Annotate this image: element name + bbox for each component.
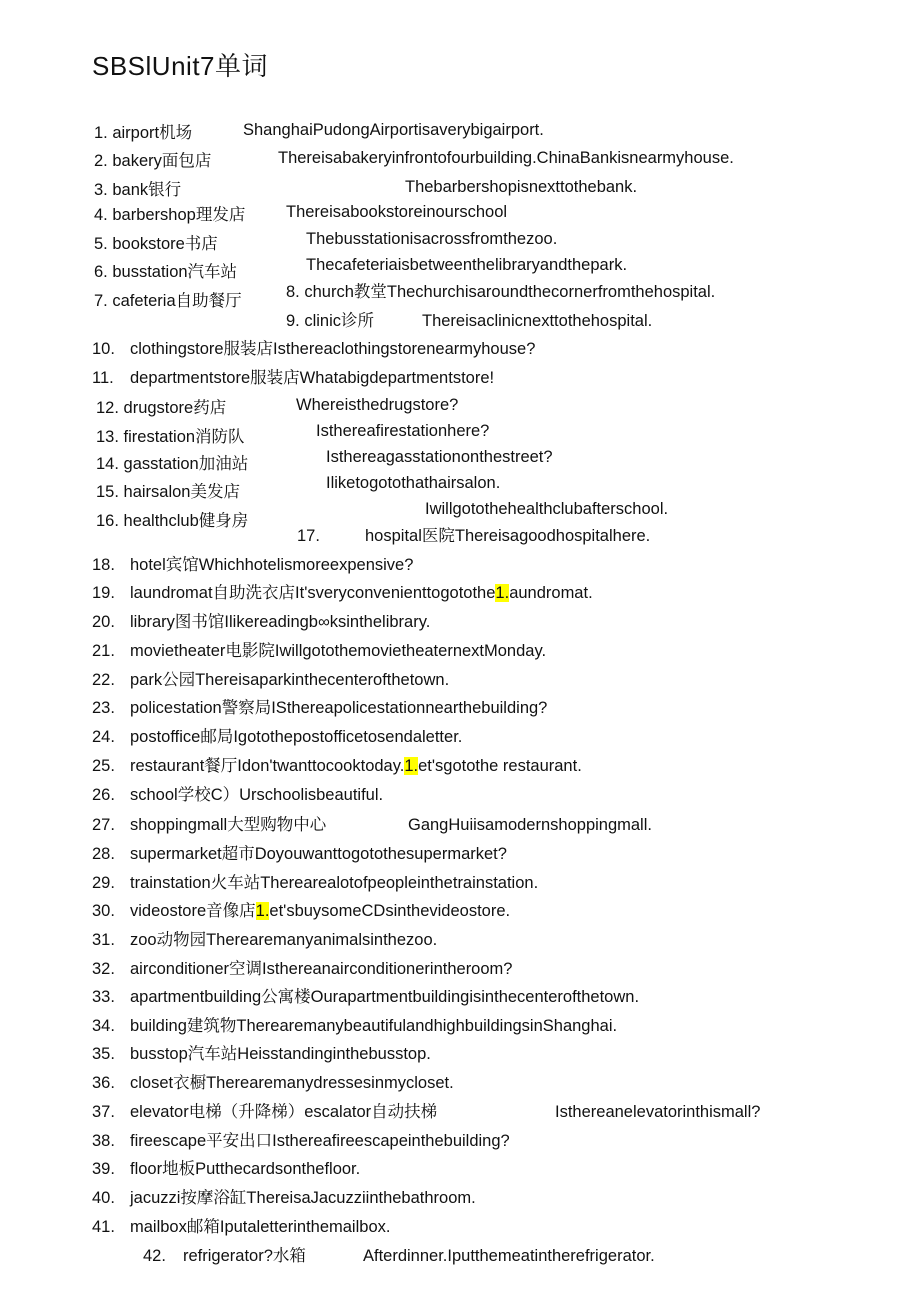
item-number-20: 20. [92,613,115,631]
example-sentence-37: Isthereanelevatorinthismall? [555,1103,761,1121]
item-number-27: 27. [92,816,115,834]
vocab-entry-41: mailbox邮箱Iputaletterinthemailbox. [130,1218,391,1236]
example-sentence-6: Thecafeteriaisbetweenthelibraryandthepark. [306,256,628,274]
item-number-36: 36. [92,1074,115,1092]
vocab-entry-34: building建筑物TherearemanybeautifulandhighbuildingsinShanghai. [130,1017,618,1035]
vocab-word-4: 4. barbershop理发店 [94,206,246,224]
vocab-entry-21: movietheater电影院IwillgotothemovietheaternextMonday. [130,642,547,660]
vocab-entry-32: airconditioner空调Isthereanairconditionerintheroom? [130,960,513,978]
vocab-entry-31: zoo动物园Therearemanyanimalsinthezoo. [130,931,438,949]
item-number-19: 19. [92,584,115,602]
example-sentence-1: ShanghaiPudongAirportisaverybigairport. [243,121,544,139]
vocab-word-2: 2. bakery面包店 [94,152,212,170]
vocab-entry-39: floor地板Putthecardsonthefloor. [130,1160,361,1178]
vocab-entry-30 [130,900,510,922]
highlighted-text: 1. [495,584,510,602]
vocab-entry-37: elevator电梯（升降梯）escalator自动扶梯 [130,1103,438,1121]
item-number-30: 30. [92,902,115,920]
item-number-32: 32. [92,960,115,978]
entry-text-rest: aundromat. [509,584,593,602]
item-number-21: 21. [92,642,115,660]
vocab-entry-10: clothingstore服装店Isthereaclothingstorenearmyhouse? [130,340,536,358]
vocab-entry-28: supermarket超市Doyouwanttogotothesupermarket? [130,845,507,863]
item-number-17: 17. [297,527,320,545]
page-title: SBSlUnit7单词 [92,51,268,81]
entry-text-rest: et'sbuysomeCDsinthevideostore. [269,902,511,920]
entry-text: laundromat自助洗衣店It'sveryconvenienttogotothe [130,584,496,602]
example-sentence-3: Thebarbershopisnexttothebank. [405,178,638,196]
item-number-26: 26. [92,786,115,804]
vocab-word-5: 5. bookstore书店 [94,235,218,253]
example-sentence-13: Isthereafirestationhere? [316,422,490,440]
example-sentence-4: Thereisabookstoreinourschool [286,203,508,221]
vocab-word-3: 3. bank银行 [94,181,182,199]
item-number-25: 25. [92,757,115,775]
item-number-22: 22. [92,671,115,689]
vocab-entry-25 [130,755,582,777]
vocab-entry-24: postoffice邮局Igotothepostofficetosendaletter. [130,728,463,746]
example-sentence-2: Thereisabakeryinfrontofourbuilding.ChinaBankisnearmyhouse. [278,149,734,167]
item-number-23: 23. [92,699,115,717]
vocab-entry-23: policestation警察局ISthereapolicestationnearthebuilding? [130,699,548,717]
item-number-34: 34. [92,1017,115,1035]
vocab-entry-27: shoppingmall大型购物中心 [130,816,327,834]
vocab-entry-38: fireescape平安出口Isthereafireescapeinthebuilding? [130,1132,510,1150]
example-sentence-27: GangHuiisamodernshoppingmall. [408,816,652,834]
vocab-word-6: 6. busstation汽车站 [94,263,238,281]
item-number-39: 39. [92,1160,115,1178]
example-sentence-42: Afterdinner.Iputthemeatintherefrigerator. [363,1247,655,1265]
item-number-29: 29. [92,874,115,892]
example-sentence-15: Iliketogotothathairsalon. [326,474,501,492]
vocab-entry-20: library图书馆Ilikereadingb∞ksinthelibrary. [130,613,431,631]
vocab-entry-26: school学校C）Urschoolisbeautiful. [130,786,384,804]
example-sentence-5: Thebusstationisacrossfromthezoo. [306,230,558,248]
item-number-24: 24. [92,728,115,746]
vocab-entry-29: trainstation火车站Therearealotofpeopleinthetrainstation. [130,874,539,892]
example-sentence-16: Iwillgotothehealthclubafterschool. [425,500,669,518]
entry-text: restaurant餐厅Idon'twanttocooktoday. [130,757,405,775]
item-number-38: 38. [92,1132,115,1150]
example-sentence-9: Thereisaclinicnexttothehospital. [422,312,653,330]
example-sentence-14: Isthereagasstationonthestreet? [326,448,553,466]
vocab-entry-33: apartmentbuilding公寓楼Ourapartmentbuildingisinthecenterofthetown. [130,988,640,1006]
vocab-word-13: 13. firestation消防队 [96,428,245,446]
vocab-entry-17: hospital医院Thereisagoodhospitalhere. [365,527,651,545]
vocab-word-15: 15. hairsalon美发店 [96,483,240,501]
item-number-35: 35. [92,1045,115,1063]
item-number-33: 33. [92,988,115,1006]
item-number-18: 18. [92,556,115,574]
item-number-28: 28. [92,845,115,863]
vocab-word-12: 12. drugstore药店 [96,399,227,417]
vocab-entry-11: departmentstore服装店Whatabigdepartmentstore! [130,369,495,387]
vocab-word-16: 16. healthclub健身房 [96,512,249,530]
vocab-word-42: refrigerator?水箱 [183,1247,306,1265]
item-number-11: 11. [92,369,114,387]
vocab-word-14: 14. gasstation加油站 [96,455,249,473]
item-number-40: 40. [92,1189,115,1207]
vocab-word-1: 1. airport机场 [94,124,193,142]
vocab-entry-18: hotel宾馆Whichhotelismoreexpensive? [130,556,414,574]
vocab-entry-40: jacuzzi按摩浴缸ThereisaJacuzziinthebathroom. [130,1189,476,1207]
vocab-entry-22: park公园Thereisaparkinthecenterofthetown. [130,671,450,689]
item-number-37: 37. [92,1103,115,1121]
item-number-42: 42. [143,1247,166,1265]
highlighted-text: 1. [404,757,419,775]
vocab-word-9: 9. clinic诊所 [286,312,375,330]
vocab-word-7: 7. cafeteria自助餐厅 [94,292,242,310]
vocab-entry-35: busstop汽车站Heisstandinginthebusstop. [130,1045,431,1063]
highlighted-text: 1. [255,902,270,920]
vocab-entry-19 [130,582,593,604]
item-number-10: 10. [92,340,115,358]
item-number-41: 41. [92,1218,115,1236]
example-sentence-12: Whereisthedrugstore? [296,396,459,414]
item-number-31: 31. [92,931,115,949]
vocab-entry-36: closet衣橱Therearemanydressesinmycloset. [130,1074,454,1092]
vocab-entry-8: 8. church教堂Thechurchisaroundthecornerfromthehospital. [286,283,716,301]
entry-text: videostore音像店 [130,902,256,920]
entry-text-rest: et'sgotothe restaurant. [418,757,582,775]
